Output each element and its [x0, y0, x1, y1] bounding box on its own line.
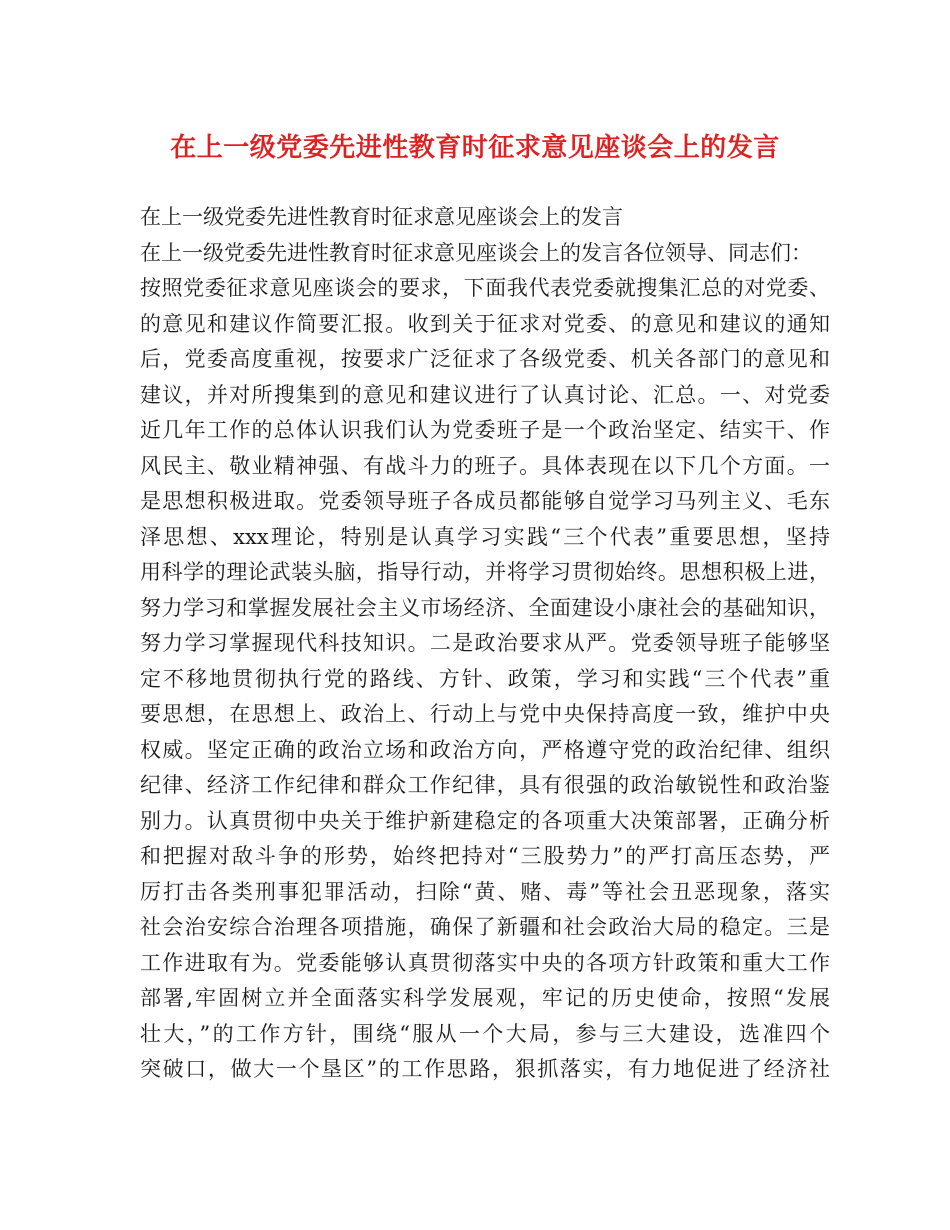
- paragraph-line: 和把握对敌斗争的形势，始终把持对“三股势力”的严打高压态势，严: [140, 844, 830, 868]
- paragraph-line: 风民主、敬业精神强、有战斗力的班子。具体表现在以下几个方面。一: [140, 453, 830, 478]
- paragraph-line: 厉打击各类刑事犯罪活动，扫除“黄、赌、毒”等社会丑恶现象，落实: [140, 879, 830, 904]
- paragraph-line: 努力学习掌握现代科技知识。二是政治要求从严。党委领导班子能够坚: [140, 631, 830, 655]
- paragraph-line: 突破口，做大一个垦区”的工作思路，狠抓落实，有力地促进了经济社: [140, 1057, 830, 1081]
- paragraph-line: 用科学的理论武装头脑，指导行动，并将学习贯彻始终。思想积极上进，: [140, 560, 830, 584]
- paragraph-line: 纪律、经济工作纪律和群众工作纪律，具有很强的政治敏锐性和政治鉴: [140, 773, 830, 797]
- paragraph-line: 近几年工作的总体认识我们认为党委班子是一个政治坚定、结实干、作: [140, 418, 830, 442]
- paragraph-line: 权威。坚定正确的政治立场和政治方向，严格遵守党的政治纪律、组织: [140, 737, 830, 762]
- paragraph-line: 社会治安综合治理各项措施，确保了新疆和社会政治大局的稳定。三是: [140, 915, 830, 939]
- paragraph-line: 努力学习和掌握发展社会主义市场经济、全面建设小康社会的基础知识，: [140, 595, 830, 620]
- paragraph-line: 壮大，”的工作方针，围绕“服从一个大局，参与三大建设，选准四个: [140, 1021, 830, 1046]
- paragraph-line: 泽思想、xxx理论，特别是认真学习实践“三个代表”重要思想，坚持: [140, 524, 830, 549]
- document-body: [140, 200, 830, 1088]
- paragraph-line: 要思想，在思想上、政治上、行动上与党中央保持高度一致，维护中央: [140, 702, 830, 726]
- paragraph-line: 在上一级党委先进性教育时征求意见座谈会上的发言: [140, 205, 623, 229]
- paragraph-line: 的意见和建议作简要汇报。收到关于征求对党委、的意见和建议的通知: [140, 311, 830, 336]
- paragraph-line: 后，党委高度重视，按要求广泛征求了各级党委、机关各部门的意见和: [140, 347, 830, 371]
- paragraph-line: 部署,牢固树立并全面落实科学发展观，牢记的历史使命，按照“发展: [140, 986, 830, 1010]
- paragraph-line: 定不移地贯彻执行党的路线、方针、政策，学习和实践“三个代表”重: [140, 666, 830, 691]
- paragraph-line: 按照党委征求意见座谈会的要求，下面我代表党委就搜集汇总的对党委、: [140, 276, 830, 300]
- paragraph-line: 别力。认真贯彻中央关于维护新建稳定的各项重大决策部署，正确分析: [140, 808, 830, 833]
- paragraph-line: 是思想积极进取。党委领导班子各成员都能够自觉学习马列主义、毛东: [140, 489, 830, 513]
- paragraph-line: 工作进取有为。党委能够认真贯彻落实中央的各项方针政策和重大工作: [140, 950, 830, 975]
- document-title: 在上一级党委先进性教育时征求意见座谈会上的发言: [170, 133, 780, 163]
- paragraph-line: 建议，并对所搜集到的意见和建议进行了认真讨论、汇总。一、对党委: [140, 382, 830, 407]
- paragraph-line: 在上一级党委先进性教育时征求意见座谈会上的发言各位领导、同志们：: [140, 240, 812, 265]
